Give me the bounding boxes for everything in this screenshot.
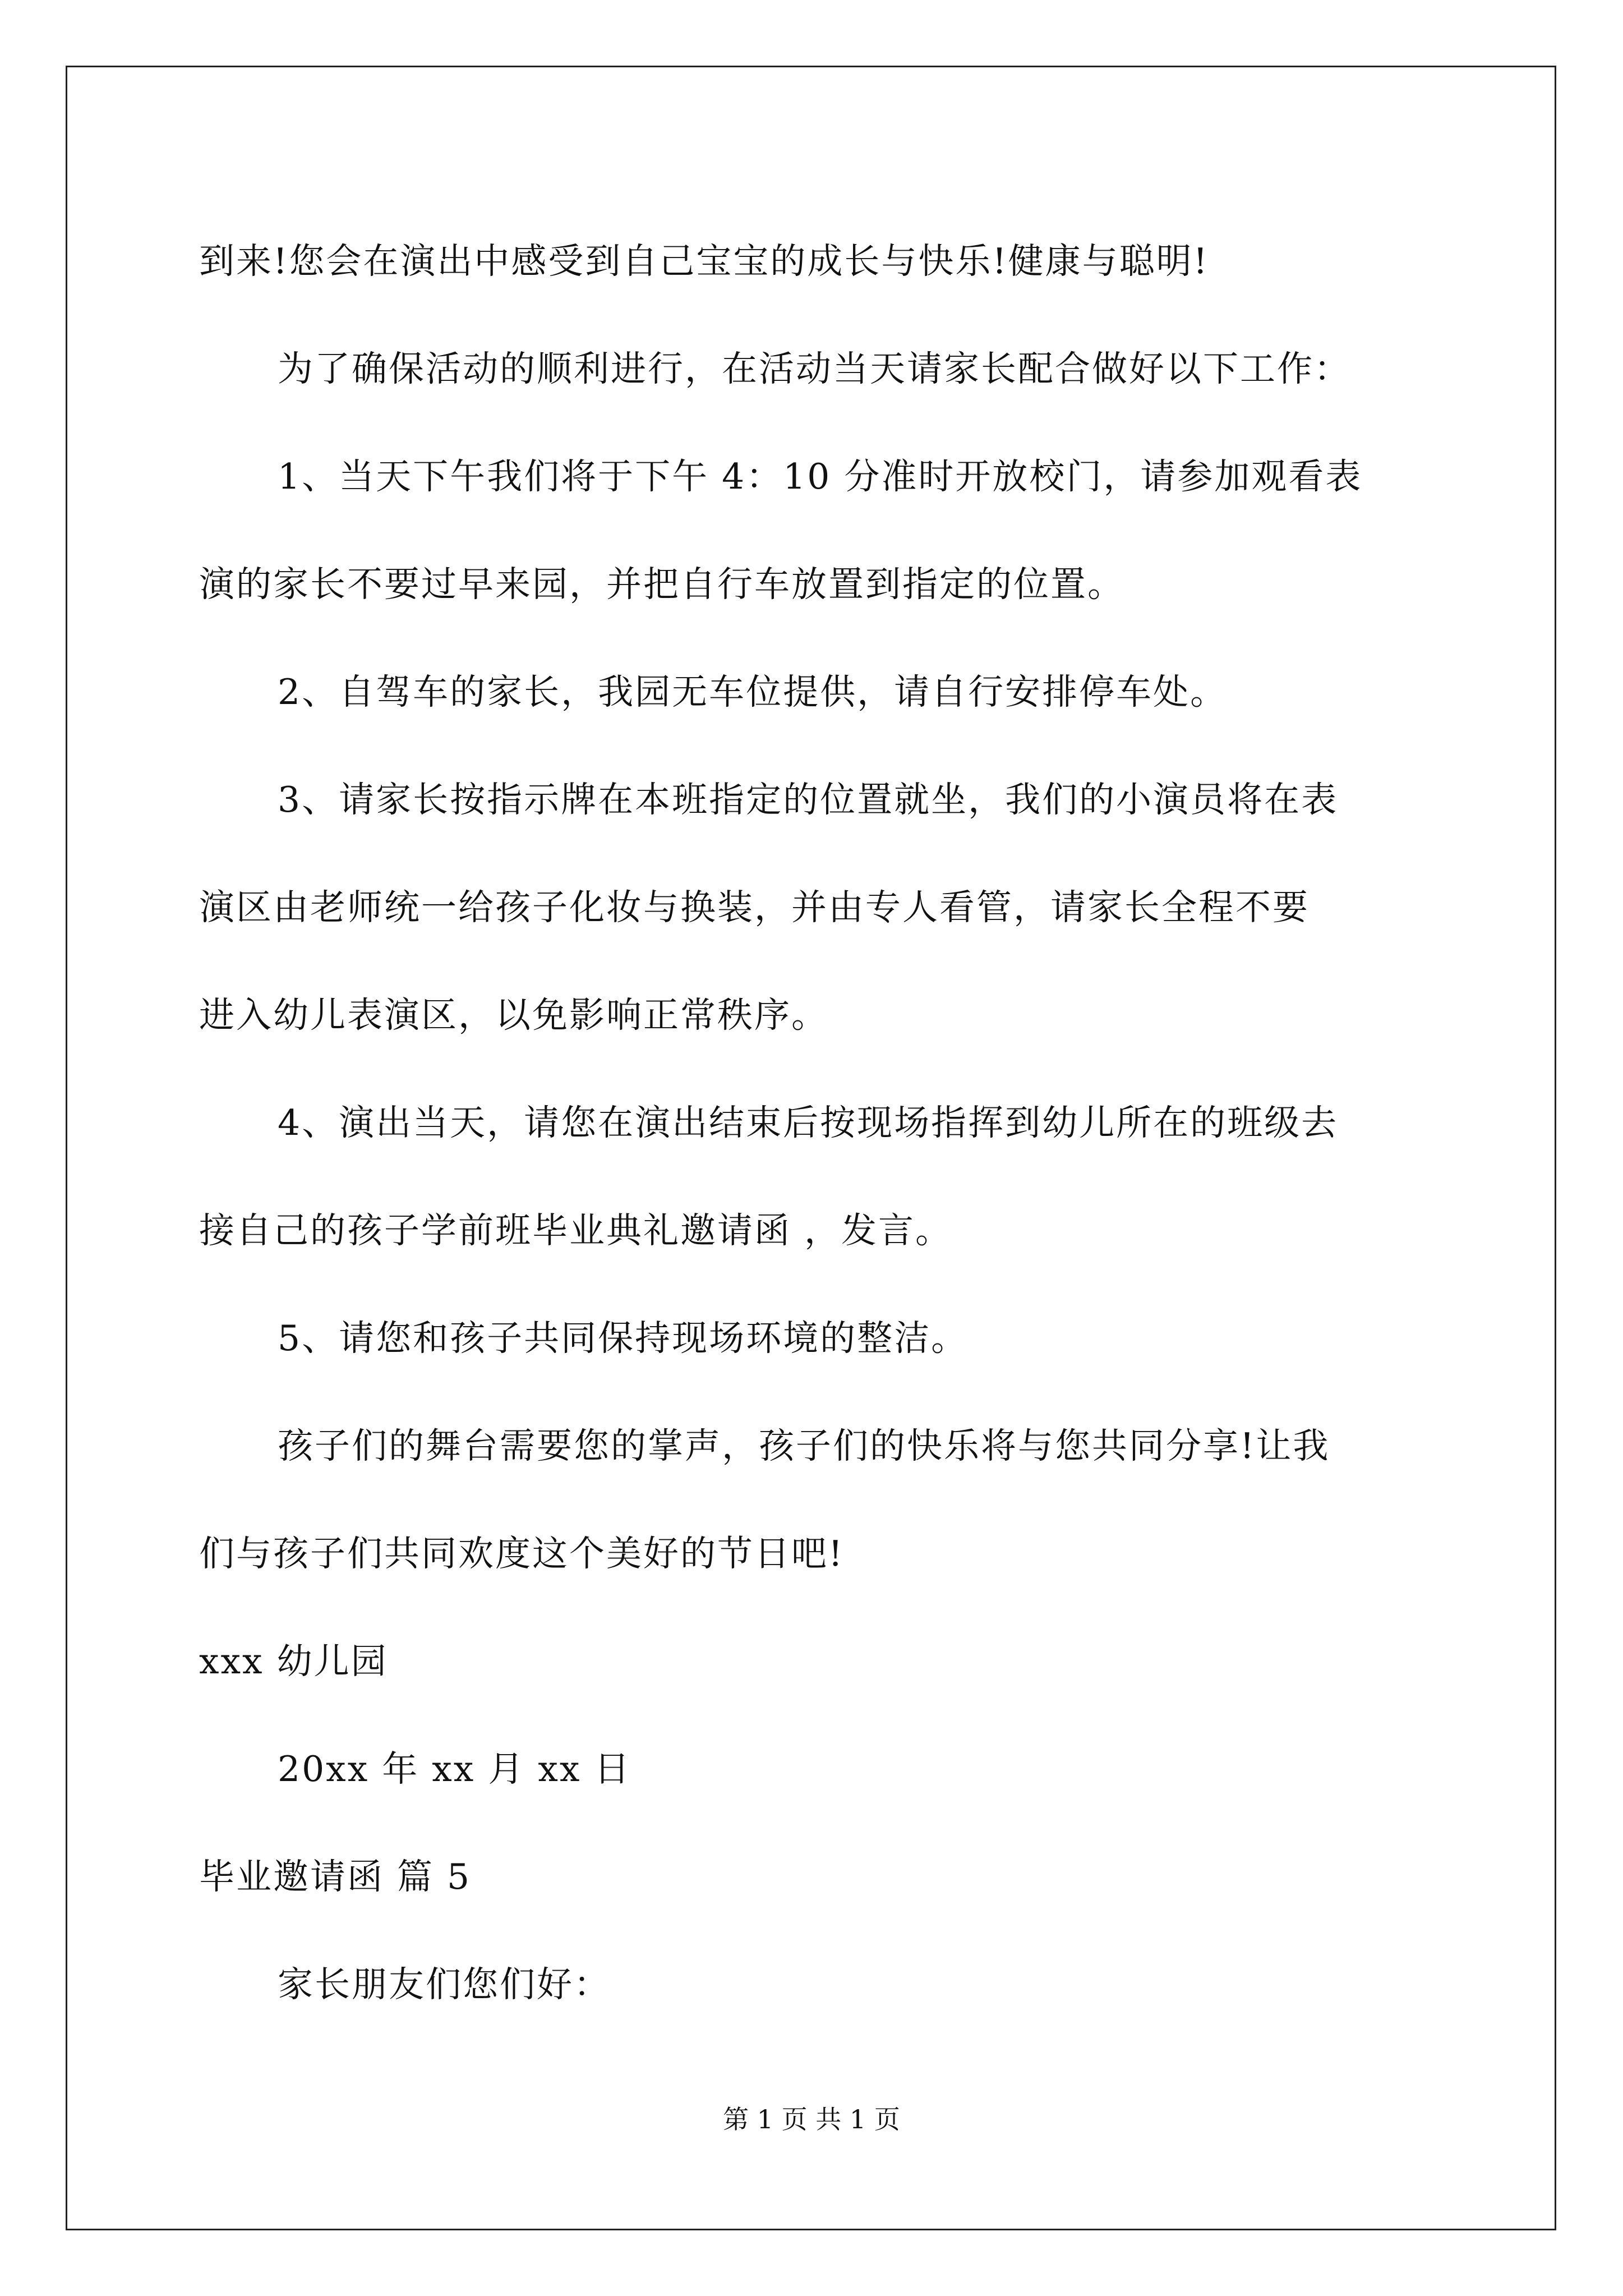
text-line: 孩子们的舞台需要您的掌声，孩子们的快乐将与您共同分享!让我 (278, 1425, 1330, 1466)
text-line: 接自己的孩子学前班毕业典礼邀请函 ，发言。 (199, 1210, 953, 1251)
section-heading: 毕业邀请函 篇 5 (199, 1856, 472, 1897)
text-line: 2、自驾车的家长，我园无车位提供，请自行安排停车处。 (278, 671, 1228, 712)
text-line: 演区由老师统一给孩子化妆与换装，并由专人看管，请家长全程不要 (199, 887, 1310, 928)
text-line: 到来!您会在演出中感受到自己宝宝的成长与快乐!健康与聪明! (199, 241, 1209, 282)
text-line: 们与孩子们共同欢度这个美好的节日吧! (199, 1533, 845, 1574)
text-line: 1、当天下午我们将于下午 4：10 分准时开放校门，请参加观看表 (278, 456, 1363, 497)
text-line: 演的家长不要过早来园，并把自行车放置到指定的位置。 (199, 564, 1124, 605)
page-footer: 第 1 页 共 1 页 (723, 2104, 900, 2134)
signature-org: xxx 幼儿园 (199, 1641, 388, 1682)
document-body (199, 208, 1427, 2039)
greeting-line: 家长朋友们您们好： (278, 1964, 611, 2005)
text-line: 4、演出当天，请您在演出结束后按现场指挥到幼儿所在的班级去 (278, 1102, 1339, 1143)
text-line: 为了确保活动的顺利进行，在活动当天请家长配合做好以下工作： (278, 348, 1351, 389)
text-line: 3、请家长按指示牌在本班指定的位置就坐，我们的小演员将在表 (278, 779, 1339, 820)
text-line: 5、请您和孩子共同保持现场环境的整洁。 (278, 1318, 969, 1359)
text-line: 进入幼儿表演区，以免影响正常秩序。 (199, 995, 828, 1036)
signature-date: 20xx 年 xx 月 xx 日 (278, 1749, 631, 1789)
